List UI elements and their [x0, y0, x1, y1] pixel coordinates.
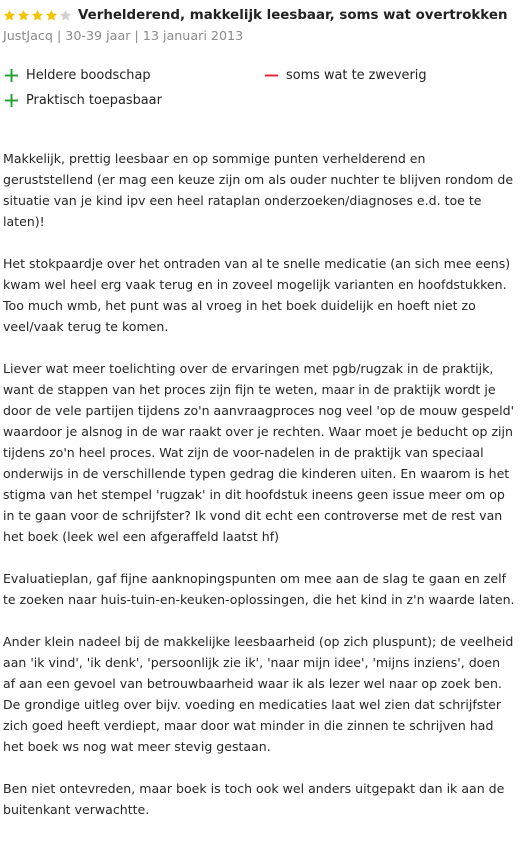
review-header: [3, 5, 507, 25]
review-paragraph: Liever wat meer toelichting over de ervaringen met pgb/rugzak in de praktijk, want de stappen van het proces zijn fijn te weten, maar in de praktijk wordt je door de vele partijen tijdens zo'n aanvraagproces nog veel 'op de mouw gespeld' waardoor je alsnog in de war raakt over je rechten. Waar moet je beducht op zijn tijdens zo'n heel proces. Wat zijn de voor-nadelen in de praktijk van speciaal onderwijs in de verschillende typen gedrag die kinderen uiten. En waarom is het stigma van het stempel 'rugzak' in dit hoofdstuk ineens geen issue meer om op in te gaan voor de schrijfster? Ik vond dit echt een controverse met de rest van het boek (leek wel een afgeraffeld laatst hf): [3, 361, 515, 544]
minus-icon: [264, 68, 279, 83]
star-icon: [17, 9, 30, 22]
pro-label: Praktisch toepasbaar: [26, 92, 162, 108]
pro-label: Heldere boodschap: [26, 67, 151, 83]
plus-icon: [4, 68, 19, 83]
pro-item: [4, 89, 162, 111]
con-label: soms wat te zweverig: [286, 67, 427, 83]
con-item: [264, 64, 427, 86]
review-meta: JustJacq | 30-39 jaar | 13 januari 2013: [3, 28, 244, 43]
review-title: Verhelderend, makkelijk leesbaar, soms wat overtrokken: [78, 7, 508, 23]
star-empty-icon: [59, 9, 72, 22]
star-icon: [45, 9, 58, 22]
pro-item: [4, 64, 162, 86]
pros-list: [4, 64, 162, 114]
star-rating: [3, 9, 72, 22]
star-icon: [3, 9, 16, 22]
review-paragraph: Het stokpaardje over het ontraden van al te snelle medicatie (an sich mee eens) kwam wel heel erg vaak terug en in zoveel mogelijk varianten en hoofdstukken. Too much wmb, het punt was al vroeg in het boek duidelijk en hoeft niet zo veel/vaak terug te komen.: [3, 256, 511, 334]
review-paragraph: Evaluatieplan, gaf fijne aanknopingspunten om mee aan de slag te gaan en zelf te zoeken naar huis-tuin-en-keuken-oplossingen, die het kind in z'n waarde laten.: [3, 571, 515, 607]
star-icon: [31, 9, 44, 22]
review-body: [3, 148, 515, 841]
review-paragraph: Makkelijk, prettig leesbaar en op sommige punten verhelderend en geruststellend (er mag een keuze zijn om als ouder nuchter te blijven rondom de situatie van je kind ipv een heel rataplan onderzoeken/diagnoses e.d. toe te laten)!: [3, 151, 514, 229]
review-paragraph: Ben niet ontevreden, maar boek is toch ook wel anders uitgepakt dan ik aan de buitenkant verwachtte.: [3, 781, 505, 817]
plus-icon: [4, 93, 19, 108]
cons-list: [264, 64, 427, 89]
review-paragraph: Ander klein nadeel bij de makkelijke leesbaarheid (op zich pluspunt); de veelheid aan 'ik vind', 'ik denk', 'persoonlijk zie ik', 'naar mijn idee', 'mijns inziens', doen af aan een gevoel van betrouwbaarheid waar ik als lezer wel naar op zoek ben. De grondige uitleg over bijv. voeding en medicaties laat wel zien dat schrijfster zich goed heeft verdiept, maar door wat minder in die zinnen te schrijven had het boek ws nog wat meer stevig gestaan.: [3, 634, 514, 754]
